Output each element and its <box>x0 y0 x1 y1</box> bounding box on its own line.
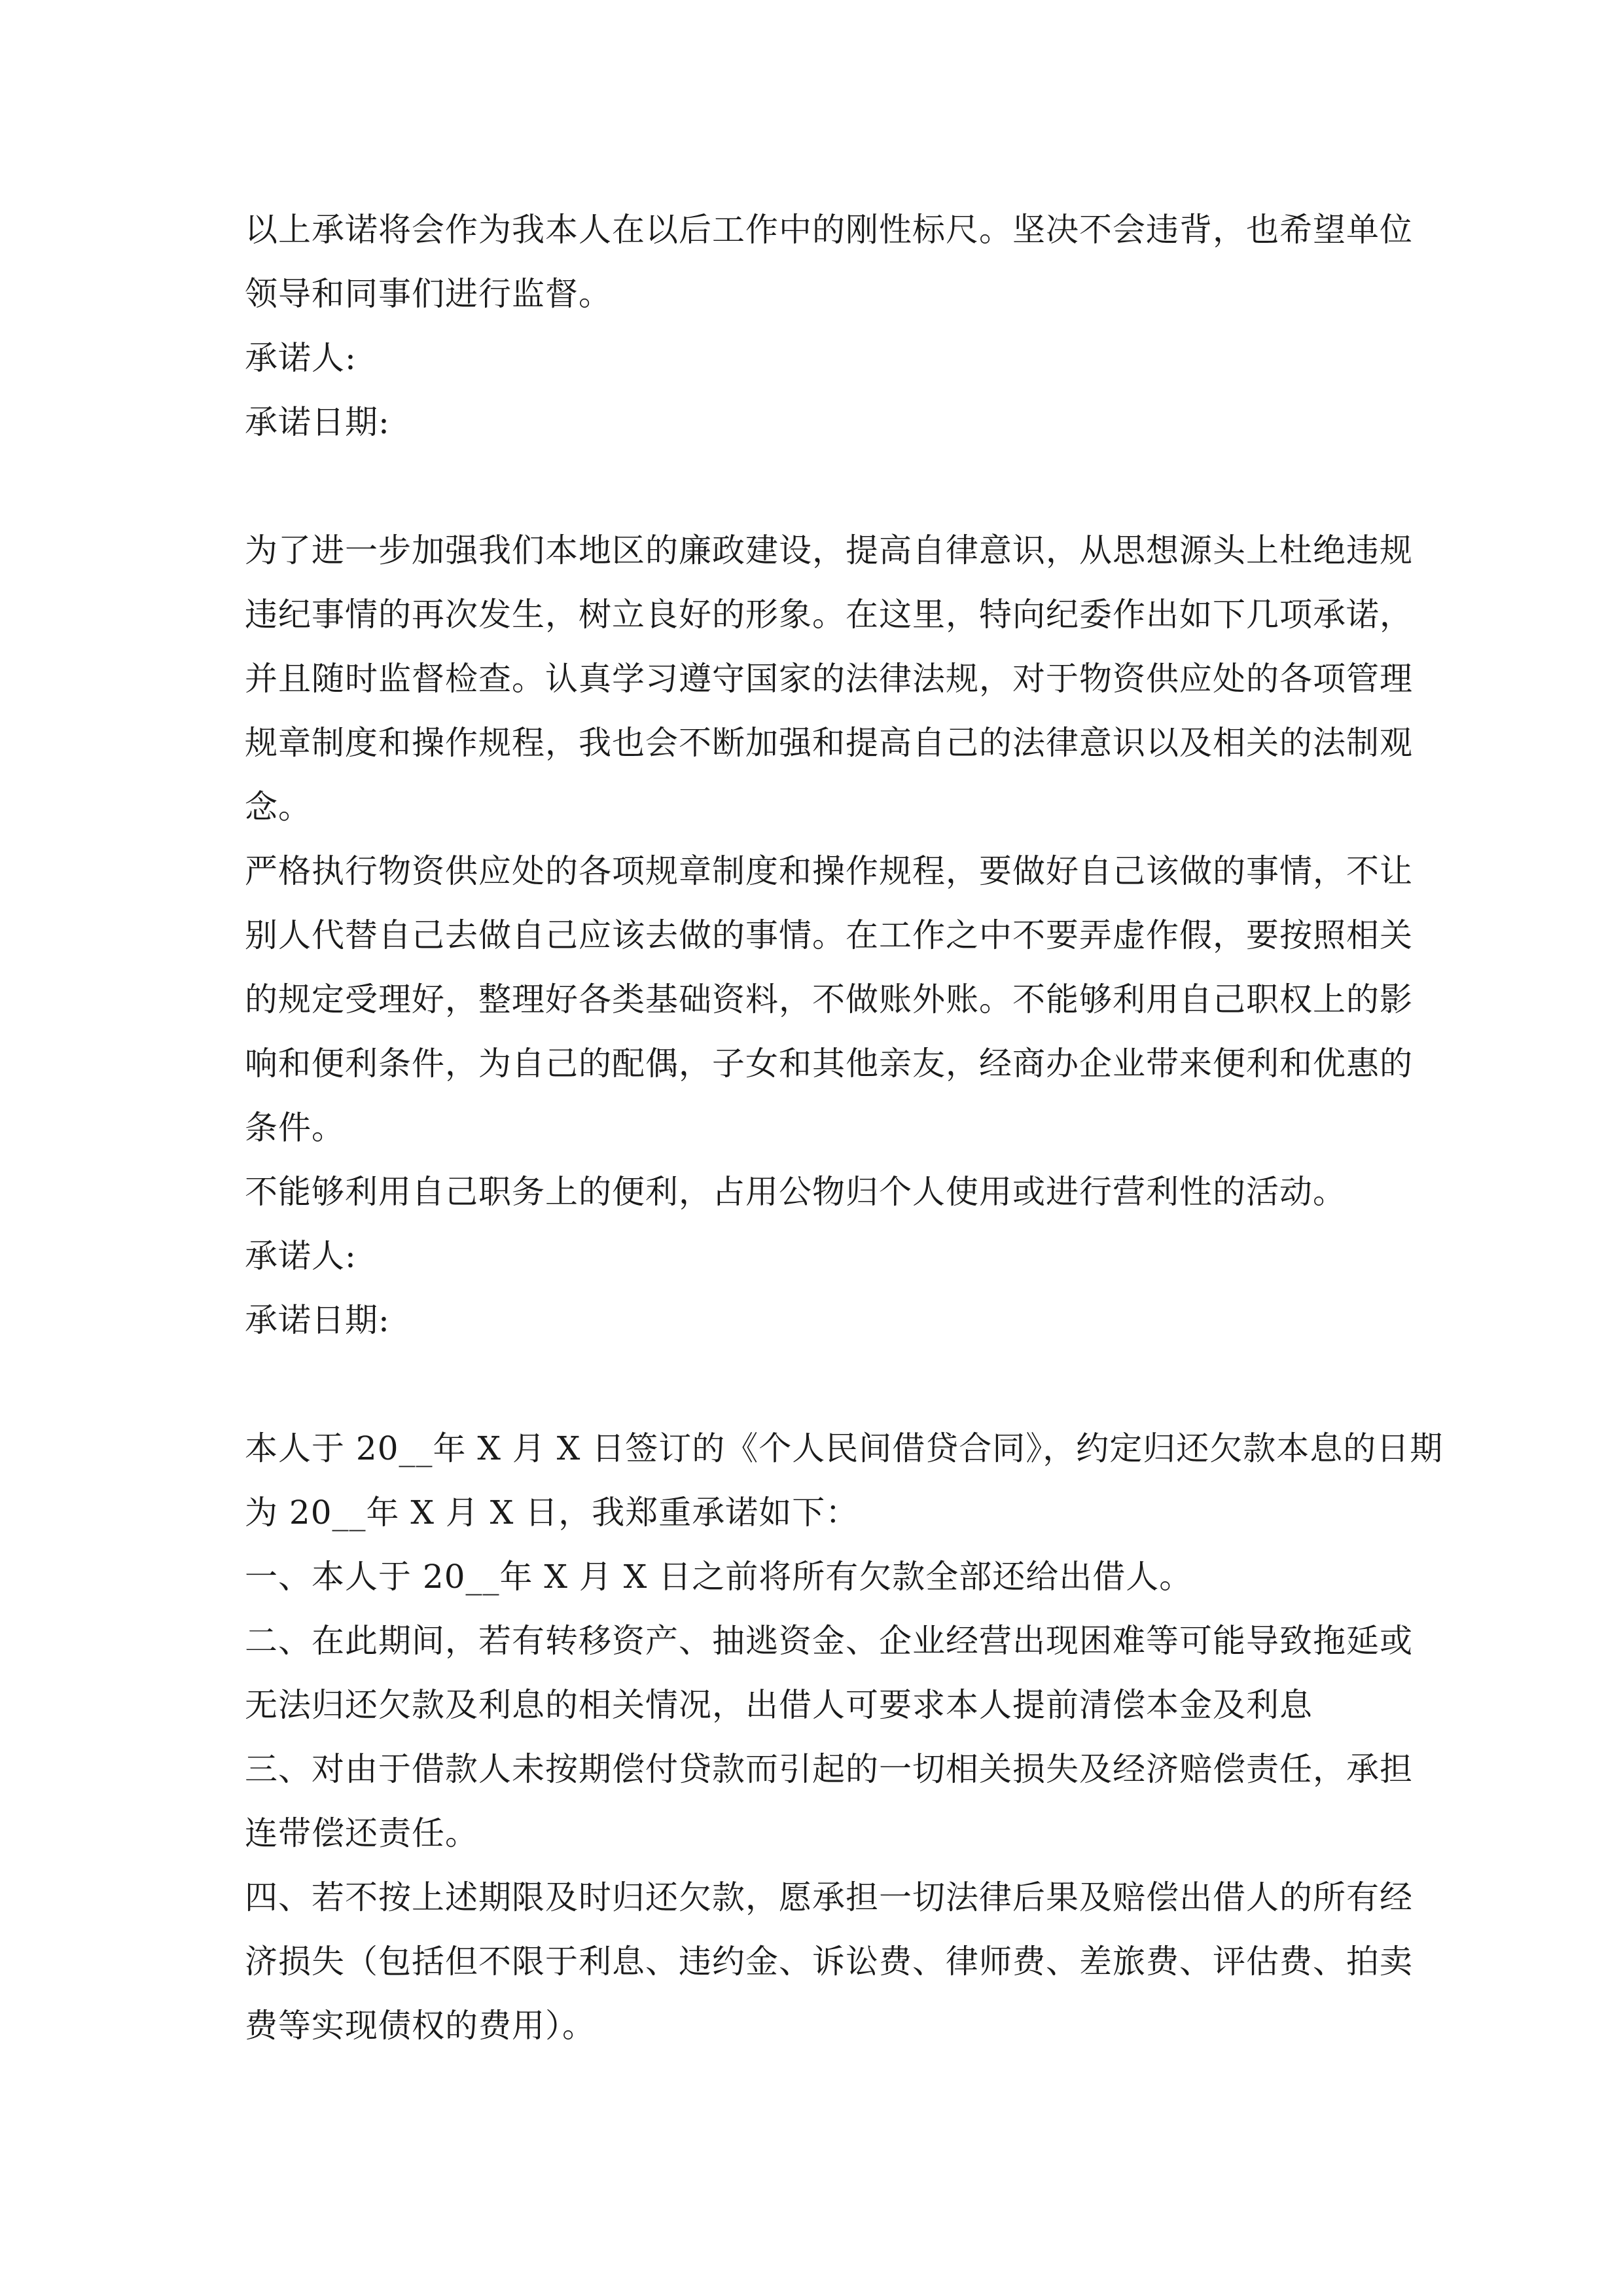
paragraph-line: 念。 <box>245 788 312 826</box>
paragraph-line: 的规定受理好，整理好各类基础资料，不做账外账。不能够利用自己职权上的影 <box>245 980 1413 1018</box>
paragraph-line: 本人于 20__年 X 月 X 日签订的《个人民间借贷合同》，约定归还欠款本息的日期 <box>245 1429 1444 1467</box>
paragraph-line: 济损失（包括但不限于利息、违约金、诉讼费、律师费、差旅费、评估费、拍卖 <box>245 1943 1413 1981</box>
signatory-label: 承诺人: <box>245 1237 357 1275</box>
paragraph-line: 费等实现债权的费用）。 <box>245 2007 596 2045</box>
paragraph-line: 为了进一步加强我们本地区的廉政建设，提高自律意识，从思想源头上杜绝违规 <box>245 531 1413 569</box>
clause-1: 一、本人于 20__年 X 月 X 日之前将所有欠款全部还给出借人。 <box>245 1558 1193 1596</box>
signatory-label: 承诺人: <box>245 339 357 377</box>
date-label: 承诺日期: <box>245 403 390 441</box>
paragraph-line: 不能够利用自己职务上的便利，占用公物归个人使用或进行营利性的活动。 <box>245 1173 1346 1211</box>
paragraph-line: 为 20__年 X 月 X 日，我郑重承诺如下： <box>245 1494 859 1532</box>
document-body <box>245 198 1444 2058</box>
paragraph-line: 严格执行物资供应处的各项规章制度和操作规程，要做好自己该做的事情，不让 <box>245 852 1413 890</box>
commitment-section-1 <box>245 198 1413 454</box>
paragraph-line: 别人代替自己去做自己应该去做的事情。在工作之中不要弄虚作假，要按照相关 <box>245 916 1413 954</box>
clause-4: 四、若不按上述期限及时归还欠款，愿承担一切法律后果及赔偿出借人的所有经 <box>245 1878 1413 1916</box>
commitment-section-2 <box>245 518 1413 1352</box>
commitment-section-3 <box>245 1416 1444 2058</box>
paragraph-line: 以上承诺将会作为我本人在以后工作中的刚性标尺。坚决不会违背，也希望单位 <box>245 211 1413 249</box>
paragraph-line: 连带偿还责任。 <box>245 1814 478 1852</box>
clause-2: 二、在此期间，若有转移资产、抽逃资金、企业经营出现困难等可能导致拖延或 <box>245 1622 1413 1660</box>
paragraph-line: 条件。 <box>245 1109 345 1147</box>
date-label: 承诺日期: <box>245 1301 390 1339</box>
clause-3: 三、对由于借款人未按期偿付贷款而引起的一切相关损失及经济赔偿责任，承担 <box>245 1750 1413 1788</box>
paragraph-line: 并且随时监督检查。认真学习遵守国家的法律法规，对于物资供应处的各项管理 <box>245 660 1413 698</box>
paragraph-line: 领导和同事们进行监督。 <box>245 275 612 313</box>
paragraph-line: 无法归还欠款及利息的相关情况，出借人可要求本人提前清偿本金及利息 <box>245 1686 1313 1724</box>
paragraph-line: 规章制度和操作规程，我也会不断加强和提高自己的法律意识以及相关的法制观 <box>245 724 1413 762</box>
paragraph-line: 响和便利条件，为自己的配偶，子女和其他亲友，经商办企业带来便利和优惠的 <box>245 1045 1413 1083</box>
paragraph-line: 违纪事情的再次发生，树立良好的形象。在这里，特向纪委作出如下几项承诺， <box>245 596 1413 634</box>
